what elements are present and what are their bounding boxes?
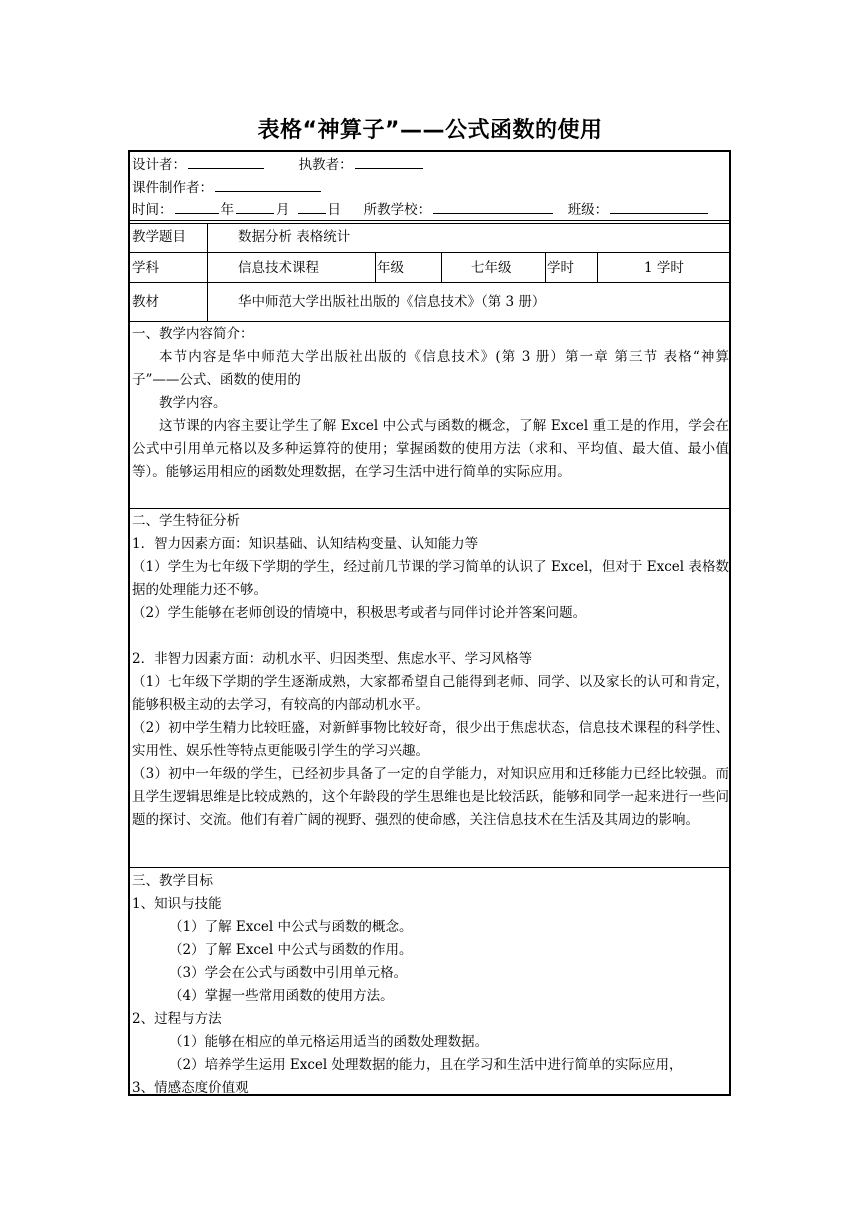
day-blank[interactable]	[298, 200, 326, 214]
time-line	[132, 200, 710, 220]
student-analysis-section	[132, 510, 729, 832]
divider	[130, 867, 729, 868]
paragraph: 本节内容是华中师范大学出版社出版的《信息技术》(第 3 册）第一章 第三节 表格“神算子”——公式、函数的使用的	[132, 349, 729, 388]
teacher-label: 执教者：	[298, 157, 353, 173]
section-heading: 二、学生特征分析	[132, 513, 240, 529]
courseware-label: 课件制作者：	[132, 180, 213, 196]
teaching-goals-section	[132, 870, 729, 1100]
content-intro-section	[132, 323, 729, 484]
paragraph: （2）学生能够在老师创设的情境中，积极思考或者与同伴讨论并答案问题。	[132, 605, 587, 621]
divider	[130, 223, 729, 224]
divider	[130, 282, 729, 283]
hours-label: 学时	[547, 260, 574, 276]
paragraph: 教学内容。	[159, 395, 227, 411]
school-blank[interactable]	[433, 200, 553, 214]
month-label: 月	[276, 202, 290, 218]
year-label: 年	[220, 202, 234, 218]
section-heading: 三、教学目标	[132, 873, 213, 889]
goal-item: （1）能够在相应的单元格运用适当的函数处理数据。	[169, 1034, 489, 1050]
courseware-line	[132, 178, 323, 198]
divider	[130, 252, 729, 253]
goal-item: （4）掌握一些常用函数的使用方法。	[169, 988, 394, 1004]
lesson-plan-table	[128, 150, 731, 1096]
courseware-blank[interactable]	[215, 178, 321, 192]
school-label: 所教学校：	[363, 202, 432, 218]
designer-line	[132, 155, 425, 175]
goal-item: （3）学会在公式与函数中引用单元格。	[169, 965, 408, 981]
page-title: 表格“神算子”——公式函数的使用	[257, 118, 603, 143]
subsection-title: 2．非智力因素方面：动机水平、归因类型、焦虑水平、学习风格等	[132, 651, 533, 667]
paragraph: （1）学生为七年级下学期的学生，经过前几节课的学习简单的认识了 Excel，但对于 Excel 表格数据的处理能力还不够。	[132, 559, 729, 598]
divider	[130, 220, 729, 221]
paragraph: （1）七年级下学期的学生逐渐成熟，大家都希望自己能得到老师、同学、以及家长的认可和肯定，能够积极主动的去学习，有较高的内部动机水平。	[132, 674, 729, 713]
subsection-title: 1．智力因素方面：知识基础、认知结构变量、认知能力等	[132, 536, 479, 552]
grade-value: 七年级	[471, 260, 512, 276]
subject-label: 学科	[132, 260, 159, 276]
class-label: 班级：	[567, 202, 609, 218]
teacher-blank[interactable]	[355, 155, 423, 169]
hours-value: 1 学时	[644, 260, 684, 276]
topic-label: 教学题目	[132, 229, 186, 245]
paragraph: （3）初中一年级的学生，已经初步具备了一定的自学能力，对知识应用和迁移能力已经比较强。而且学生逻辑思维是比较成熟的，这个年龄段的学生思维也是比较活跃，能够和同学一起来进行一些问题的探讨、交流。他们有着广阔的视野、强烈的使命感，关注信息技术在生活及其周边的影响。	[132, 766, 729, 828]
class-blank[interactable]	[610, 200, 708, 214]
divider	[207, 252, 208, 283]
divider	[130, 508, 729, 509]
section-heading: 一、教学内容简介：	[132, 326, 254, 342]
divider	[207, 223, 208, 253]
divider	[375, 252, 376, 283]
divider	[597, 252, 598, 283]
goal-item: （2）培养学生运用 Excel 处理数据的能力，且在学习和生活中进行简单的实际应用，	[169, 1057, 683, 1073]
spacer	[132, 625, 729, 648]
goal-item: （1）了解 Excel 中公式与函数的概念。	[169, 919, 413, 935]
time-label: 时间：	[132, 202, 173, 218]
year-blank[interactable]	[175, 200, 219, 214]
designer-blank[interactable]	[188, 155, 264, 169]
textbook-value: 华中师范大学出版社出版的《信息技术》（第 3 册）	[238, 294, 546, 310]
textbook-label: 教材	[132, 294, 159, 310]
paragraph: 这节课的内容主要让学生了解 Excel 中公式与函数的概念，了解 Excel 重工是的作用，学会在公式中引用单元格以及多种运算符的使用；掌握函数的使用方法（求和、平均值、最大值、最小值等）。能够运用相应的函数处理数据，在学习生活中进行简单的实际应用。	[132, 418, 729, 480]
designer-label: 设计者：	[132, 157, 186, 173]
grade-label: 年级	[377, 260, 404, 276]
subsection-title: 3、情感态度价值观	[132, 1080, 249, 1096]
divider	[545, 252, 546, 283]
subsection-title: 2、过程与方法	[132, 1011, 222, 1027]
subject-value: 信息技术课程	[238, 260, 319, 276]
goal-item: （2）了解 Excel 中公式与函数的作用。	[169, 942, 413, 958]
topic-value: 数据分析 表格统计	[238, 229, 351, 245]
divider	[441, 252, 442, 283]
month-blank[interactable]	[236, 200, 274, 214]
divider	[207, 282, 208, 322]
divider	[130, 321, 729, 322]
paragraph: （2）初中学生精力比较旺盛，对新鲜事物比较好奇，很少出于焦虑状态，信息技术课程的科学性、实用性、娱乐性等特点更能吸引学生的学习兴趣。	[132, 720, 729, 759]
subsection-title: 1、知识与技能	[132, 896, 222, 912]
day-label: 日	[327, 202, 341, 218]
